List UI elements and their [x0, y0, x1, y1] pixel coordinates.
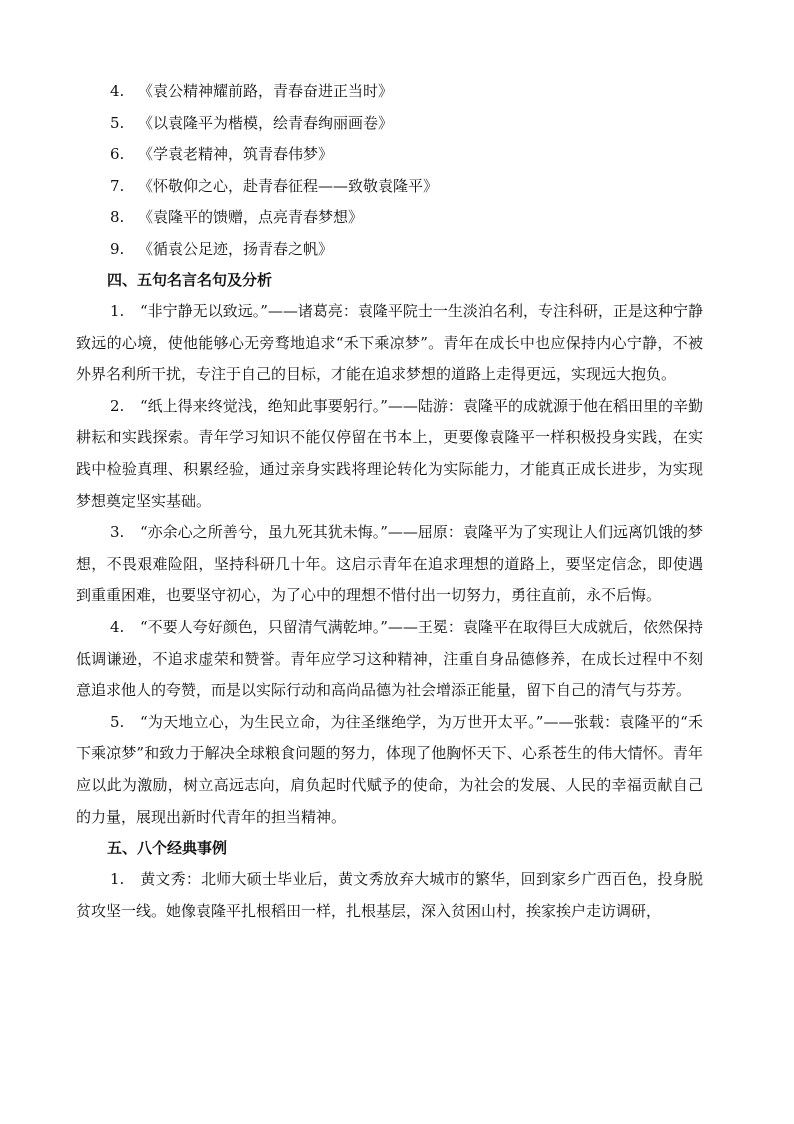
paragraph-text: “亦余心之所善兮，虽九死其犹未悔。”——屈原：袁隆平为了实现让人们远离饥饿的梦想，不畏艰难险阻，坚持科研几十年。这启示青年在追求理想的道路上，要坚定信念，即使遇到重重困难，也要坚守初心，为了心中的理想不惜付出一切努力，勇往直前，永不后悔。	[76, 523, 703, 605]
title-list	[0, 76, 794, 265]
list-number: 9.	[110, 239, 125, 258]
list-number: 8.	[110, 208, 125, 226]
paragraph-text: “非宁静无以致远。”——诸葛亮：袁隆平院士一生淡泊名利，专注科研，正是这种宁静致远的心境，使他能够心无旁骛地追求“禾下乘凉梦”。青年在成长中也应保持内心宁静，不被外界名利所干扰，专注于自己的目标，才能在追求梦想的道路上走得更远，实现远大抱负。	[76, 302, 703, 384]
paragraph-quote-2	[0, 391, 794, 517]
paragraph-text: 黄文秀：北师大硕士毕业后，黄文秀放弃大城市的繁华，回到家乡广西百色，投身脱贫攻坚一线。她像袁隆平扎根稻田一样，扎根基层，深入贫困山村，挨家挨户走访调研，	[76, 870, 703, 920]
paragraph-number: 5.	[110, 712, 125, 731]
list-text: 《学袁老精神，筑青春伟梦》	[138, 145, 334, 163]
section-heading-quotes: 四、五句名言名句及分析	[107, 271, 273, 289]
paragraph-quote-4	[0, 612, 794, 707]
list-text: 《袁公精神耀前路，青春奋进正当时》	[138, 82, 394, 100]
paragraph-number: 1.	[110, 302, 125, 320]
list-text: 《怀敬仰之心，赴青春征程——致敬袁隆平》	[138, 176, 439, 195]
list-item	[0, 108, 794, 140]
paragraph-quote-5	[0, 707, 794, 833]
paragraph-number: 3.	[110, 523, 125, 542]
paragraph-quote-1	[0, 296, 794, 391]
list-text: 《袁隆平的馈赠，点亮青春梦想》	[138, 208, 364, 226]
list-item	[0, 76, 794, 108]
list-item	[0, 202, 794, 234]
section-heading-examples: 五、八个经典事例	[107, 839, 228, 858]
list-number: 7.	[110, 176, 125, 195]
list-item	[0, 139, 794, 171]
paragraph-number: 2.	[110, 396, 125, 415]
paragraph-number: 4.	[110, 617, 125, 636]
list-item	[0, 234, 794, 266]
list-text: 《以袁隆平为楷模，绘青春绚丽画卷》	[138, 113, 394, 132]
list-text: 《循袁公足迹，扬青春之帆》	[138, 239, 334, 258]
paragraph-text: “不要人夸好颜色，只留清气满乾坤。”——王冕：袁隆平在取得巨大成就后，依然保持低调谦逊，不追求虚荣和赞誉。青年应学习这种精神，注重自身品德修养，在成长过程中不刻意追求他人的夸赞，而是以实际行动和高尚品德为社会增添正能量，留下自己的清气与芬芳。	[76, 617, 703, 700]
paragraph-text: “为天地立心，为生民立命，为往圣继绝学，为万世开太平。”——张载：袁隆平的“禾下乘凉梦”和致力于解决全球粮食问题的努力，体现了他胸怀天下、心系苍生的伟大情怀。青年应以此为激励，树立高远志向，肩负起时代赋予的使命，为社会的发展、人民的幸福贡献自己的力量，展现出新时代青年的担当精神。	[76, 712, 703, 826]
list-number: 5.	[110, 113, 125, 132]
paragraph-quote-3	[0, 517, 794, 612]
list-item	[0, 171, 794, 203]
paragraph-text: “纸上得来终觉浅，绝知此事要躬行。”——陆游：袁隆平的成就源于他在稻田里的辛勤耕耘和实践探索。青年学习知识不能仅停留在书本上，更要像袁隆平一样积极投身实践，在实践中检验真理、积累经验，通过亲身实践将理论转化为实际能力，才能真正成长进步，为实现梦想奠定坚实基础。	[76, 396, 703, 510]
list-number: 4.	[110, 82, 125, 100]
paragraph-example-1	[0, 864, 794, 927]
list-number: 6.	[110, 145, 125, 163]
paragraph-number: 1.	[110, 870, 125, 889]
